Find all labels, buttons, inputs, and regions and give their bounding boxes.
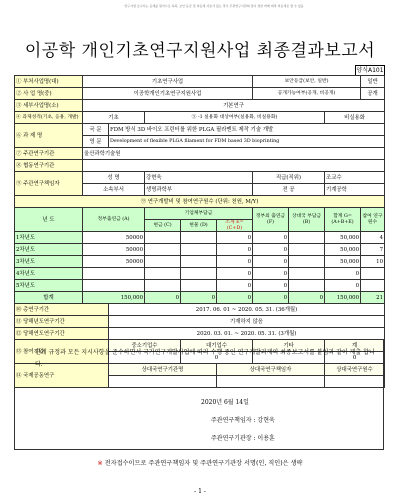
label-project-title: ⑥ 과 제 명 — [15, 124, 83, 148]
sum-cash: 0 — [145, 292, 181, 304]
page-number: - 1 - — [194, 488, 206, 495]
col-other: 상대국 부담금 (B) — [289, 208, 325, 232]
value-open-status: 공개 — [361, 88, 385, 100]
cash-amount — [145, 268, 181, 280]
value-pi-major: 기계공학 — [325, 184, 385, 196]
staff-count: 10 — [361, 256, 385, 268]
label-title-kor: 국 문 — [83, 124, 109, 136]
footnote-mark: ※ — [97, 460, 103, 467]
value-subprogram: 기본연구 — [83, 100, 385, 112]
value-title-eng: Development of flexible PLGA filament for FDM based 3D bioprinting — [109, 136, 385, 148]
value-host-institution: 울산과학기술원 — [83, 148, 385, 160]
sum-other: 0 — [289, 292, 325, 304]
label-commercialization: ⑤ -1 실용화 대상여부(실용화, 비실용화) — [145, 112, 325, 124]
row-subprogram — [15, 100, 385, 112]
header-note: 연구사업 보고서는 공개를 원칙으로 하되, 보안 등급 및 비공개 사유가 있는 경우 주관연구기관의 장이 정한 바에 따라 비공개로 할 수 있음 — [124, 4, 304, 8]
sub-amount: 0 — [217, 280, 253, 292]
col-staff: 참여 연구원수 — [361, 208, 385, 232]
cash-amount — [145, 232, 181, 244]
label-pi-name: 성 명 — [83, 172, 145, 184]
value-title-kor: FDM 방식 3D 바이오 프린터를 위한 PLGA 필라멘트 제작 기술 개발 — [109, 124, 385, 136]
total-amount: 0 — [325, 280, 361, 292]
label-intl: ⑭ 국제공동연구 — [15, 364, 109, 388]
sum-gov: 150,000 — [83, 292, 145, 304]
row-total-period — [15, 304, 385, 316]
table-row — [15, 244, 385, 256]
year-label: 5차년도 — [15, 280, 83, 292]
gov-amount: 50000 — [83, 256, 145, 268]
sum-sub: 0 — [217, 292, 253, 304]
declaration-date: 2020년 6월 14일 — [201, 399, 249, 406]
declaration-text: 관계 규정과 모든 지시사항을 준수하면서 국가연구개발사업에 따라 수행 중인 연구개발과제의 최종보고서를 붙임과 같이 제출 합니다. — [35, 349, 375, 368]
label-subprogram: ③ 세부사업명(소) — [15, 100, 83, 112]
value-pi-position: 조교수 — [325, 172, 385, 184]
label-prev-period: ⑪ 당해년도연구기간 — [15, 316, 109, 328]
other-amount — [289, 244, 325, 256]
col-total: 합계 G=(A+B+E) — [325, 208, 361, 232]
other-amount — [289, 280, 325, 292]
gov-amount: 50000 — [83, 232, 145, 244]
sub-amount: 0 — [217, 268, 253, 280]
footnote-text: 전자접수이므로 주관연구책임자 및 주관연구기관장 서명(인, 직인)은 생략 — [102, 460, 303, 467]
col-year: 년 도 — [15, 208, 83, 232]
label-project-type: ④ 과제성격(기초, 응용, 개발) — [15, 112, 83, 124]
other-amount — [289, 256, 325, 268]
head-sme: 중소기업수 — [109, 340, 181, 352]
head-intl-inst: 상대국연구기관명 — [109, 364, 217, 376]
table-row — [15, 232, 385, 244]
row-pi-name — [15, 172, 385, 184]
row-prev-period — [15, 316, 385, 328]
year-label: 2차년도 — [15, 244, 83, 256]
sum-local: 0 — [253, 292, 289, 304]
value-pi-dept: 생명과학부 — [145, 184, 253, 196]
declaration-pi: 주관연구책임자 : 강현욱 — [211, 417, 275, 424]
form-id-badge: 양식A101 — [356, 67, 384, 74]
row-budget-caption — [15, 196, 385, 208]
table-row — [15, 268, 385, 280]
total-amount: 50,000 — [325, 256, 361, 268]
value-project-type: 기초 — [83, 112, 145, 124]
local-amount: 0 — [253, 232, 289, 244]
col-subtotal: 소계 E=(C+D) — [217, 220, 253, 232]
kind-amount — [181, 268, 217, 280]
row-cur-period — [15, 328, 385, 340]
kind-amount — [181, 244, 217, 256]
value-total: 0 — [325, 352, 385, 364]
year-label: 1차년도 — [15, 232, 83, 244]
col-gov: 정부출연금 (A) — [83, 208, 145, 232]
cash-amount — [145, 244, 181, 256]
sub-amount: 0 — [217, 244, 253, 256]
declaration-box — [14, 339, 384, 450]
kind-amount — [181, 232, 217, 244]
value-program: 이공학개인기초연구지원사업 — [83, 88, 253, 100]
row-project-type — [15, 112, 385, 124]
total-amount: 0 — [325, 268, 361, 280]
cash-amount — [145, 280, 181, 292]
footnote — [0, 458, 400, 467]
sub-amount: 0 — [217, 232, 253, 244]
value-ministry-program: 기초연구사업 — [83, 76, 253, 88]
label-program: ② 사 업 명(중) — [15, 88, 83, 100]
local-amount: 0 — [253, 256, 289, 268]
head-intl-pi: 상대국연구책임자 — [217, 364, 325, 376]
total-amount: 50,000 — [325, 232, 361, 244]
row-host-institution — [15, 148, 385, 160]
value-security-level: 일반 — [361, 76, 385, 88]
label-cur-period: ⑫ 당해연도연구기간 — [15, 328, 109, 340]
value-coop-institution — [83, 160, 385, 172]
value-total-period: 2017. 06. 01 ~ 2020. 05. 31. (36개월) — [109, 304, 385, 316]
head-total: 계 — [325, 340, 385, 352]
staff-count: 7 — [361, 244, 385, 256]
local-amount: 0 — [253, 244, 289, 256]
label-security-level: 보안등급(보안, 일반) — [253, 76, 361, 88]
declaration-head: 주관연구기관장 : 이용훈 — [211, 435, 275, 442]
row-ministry-program — [15, 76, 385, 88]
label-title-eng: 영 문 — [83, 136, 109, 148]
cash-amount — [145, 256, 181, 268]
budget-caption: ⑨ 연구개발비 및 참여연구원수 (단위: 천원, M/Y) — [15, 196, 385, 208]
row-coop-institution — [15, 160, 385, 172]
value-cur-period: 2020. 03. 01. ~ 2020. 05. 31. (3개월) — [109, 328, 385, 340]
head-large: 대기업수 — [181, 340, 253, 352]
head-other: 기타 — [253, 340, 325, 352]
value-prev-period: 기재하지 않음 — [109, 316, 385, 328]
head-intl-staff: 상대국연구원수 — [325, 364, 385, 376]
sum-kind: 0 — [181, 292, 217, 304]
value-large: 0 — [181, 352, 253, 364]
budget-sum-row — [15, 292, 385, 304]
col-local: 정부외 출연금 (F) — [253, 208, 289, 232]
kind-amount — [181, 256, 217, 268]
col-cash: 현금 (C) — [145, 220, 181, 232]
table-row — [15, 280, 385, 292]
staff-count — [361, 268, 385, 280]
label-pi-position: 직급(직위) — [253, 172, 325, 184]
value-pi-name: 강현욱 — [145, 172, 253, 184]
label-total-period: ⑩ 총연구기간 — [15, 304, 109, 316]
total-amount: 50,000 — [325, 244, 361, 256]
label-pi: ⑨ 주관연구책임자 — [15, 172, 83, 196]
other-amount — [289, 232, 325, 244]
col-corp: 기업체부담금 — [145, 208, 253, 220]
gov-amount — [83, 280, 145, 292]
col-kind: 현물 (D) — [181, 220, 217, 232]
row-program — [15, 88, 385, 100]
label-participants: ⑬ 참여기업 — [15, 340, 109, 364]
value-commercialization: 비실용화 — [325, 112, 385, 124]
kind-amount — [181, 280, 217, 292]
gov-amount: 50000 — [83, 244, 145, 256]
label-open-status: 공개가능여부(공개, 비공개) — [253, 88, 361, 100]
label-pi-dept: 소속부서 — [83, 184, 145, 196]
sum-label: 합계 — [15, 292, 83, 304]
sum-staff: 21 — [361, 292, 385, 304]
label-host-institution: ⑦ 주관연구기관 — [15, 148, 83, 160]
year-label: 3차년도 — [15, 256, 83, 268]
local-amount: 0 — [253, 268, 289, 280]
staff-count: 4 — [361, 232, 385, 244]
table-row — [15, 256, 385, 268]
row-project-title-kor — [15, 124, 385, 136]
label-coop-institution: ⑧ 협동연구기관 — [15, 160, 83, 172]
gov-amount — [83, 268, 145, 280]
year-label: 4차년도 — [15, 268, 83, 280]
other-amount — [289, 268, 325, 280]
local-amount: 0 — [253, 280, 289, 292]
sub-amount: 0 — [217, 256, 253, 268]
staff-count — [361, 280, 385, 292]
label-pi-major: 전 공 — [253, 184, 325, 196]
sum-total: 150,000 — [325, 292, 361, 304]
page-title: 이공학 개인기초연구지원사업 최종결과보고서 — [24, 41, 376, 61]
label-ministry-program: ① 부처사업명(대) — [15, 76, 83, 88]
row-budget-head1 — [15, 208, 385, 220]
